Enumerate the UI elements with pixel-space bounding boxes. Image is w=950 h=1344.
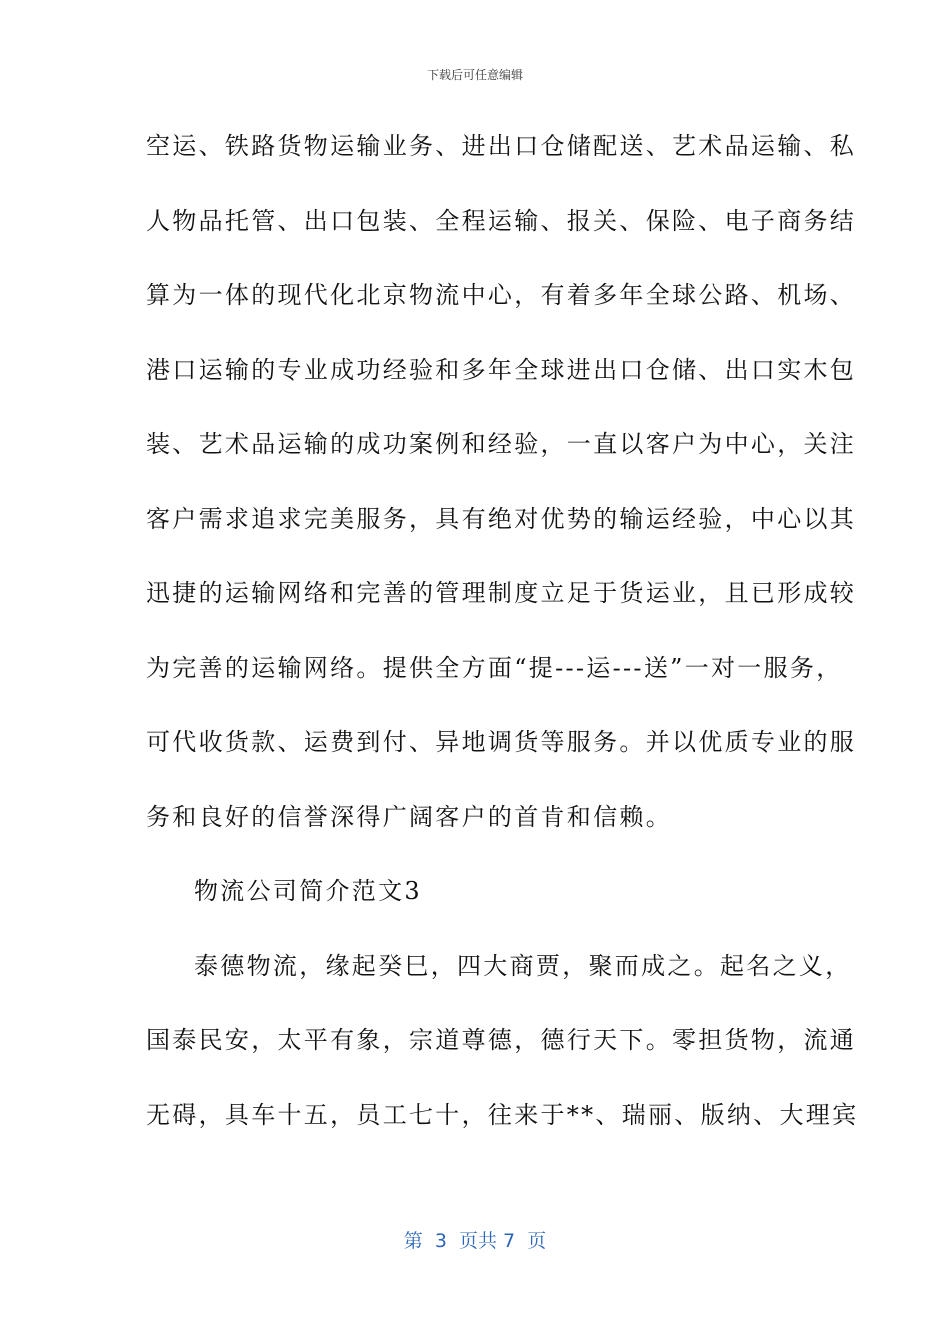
- paragraph-line: 人物品托管、出口包装、全程运输、报关、保险、电子商务结: [146, 206, 857, 235]
- paragraph-line: 泰德物流，缘起癸巳，四大商贾，聚而成之。起名之义，: [194, 951, 852, 980]
- page-footer: 第 3 页共 7 页: [403, 1230, 547, 1252]
- paragraph-line: 装、艺术品运输的成功案例和经验，一直以客户为中心，关注: [146, 430, 857, 458]
- paragraph-line: 客户需求追求完美服务，具有绝对优势的输运经验，中心以其: [146, 504, 857, 533]
- paragraph-line: 无碍，具车十五，员工七十，往来于**、瑞丽、版纳、大理宾: [146, 1100, 859, 1129]
- paragraph-line: 务和良好的信誉深得广阔客户的首肯和信赖。: [146, 802, 672, 831]
- paragraph-line: 空运、铁路货物运输业务、进出口仓储配送、艺术品运输、私: [146, 132, 857, 160]
- paragraph-line: 港口运输的专业成功经验和多年全球进出口仓储、出口实木包: [146, 355, 857, 384]
- paragraph-line: 算为一体的现代化北京物流中心，有着多年全球公路、机场、: [146, 281, 857, 309]
- paragraph-line: 可代收货款、运费到付、异地调货等服务。并以优质专业的服: [146, 728, 857, 756]
- paragraph-line: 迅捷的运输网络和完善的管理制度立足于货运业，且已形成较: [146, 579, 857, 607]
- page-header: 下载后可任意编辑: [426, 68, 523, 82]
- section-heading: 物流公司简介范文3: [194, 877, 422, 905]
- document-body: [146, 128, 859, 1171]
- paragraph-line: 国泰民安，太平有象，宗道尊德，德行天下。零担货物，流通: [146, 1026, 857, 1054]
- paragraph-line: 为完善的运输网络。提供全方面“提---运---送”一对一服务，: [146, 653, 843, 682]
